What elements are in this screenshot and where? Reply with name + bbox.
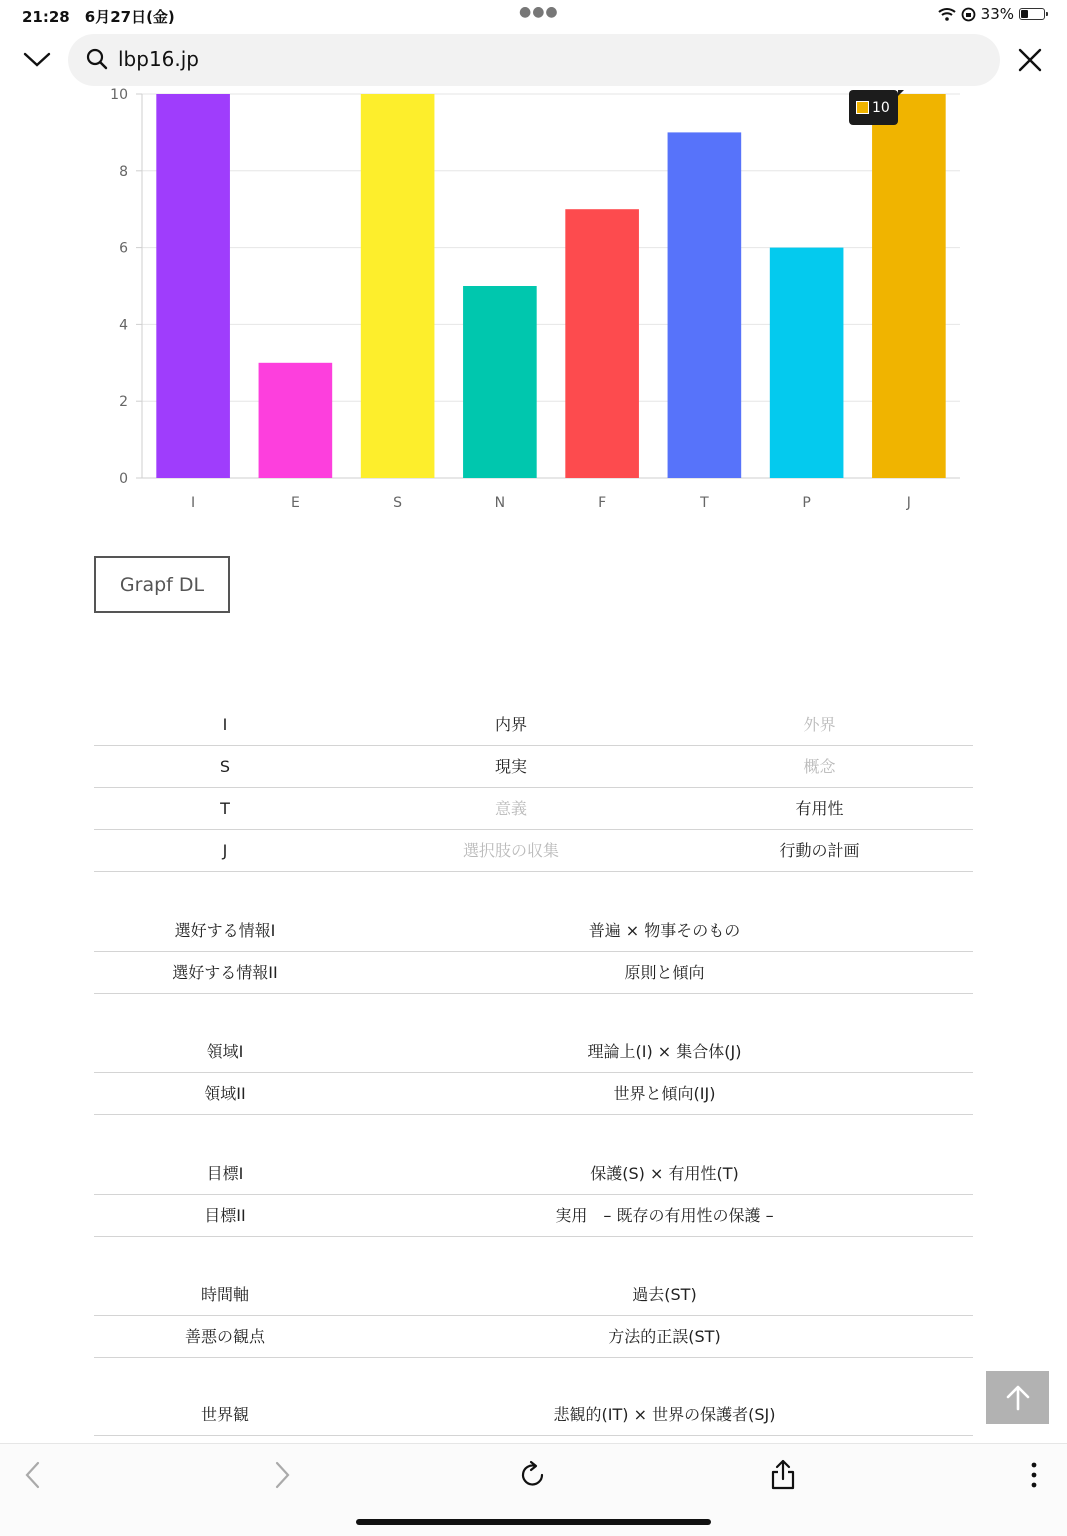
back-icon	[23, 1460, 43, 1490]
axis-right: 行動の計画	[779, 841, 860, 860]
bar-S	[361, 94, 435, 478]
forward-icon	[272, 1460, 292, 1490]
bar-F	[565, 209, 639, 478]
x-tick-label: T	[700, 495, 709, 511]
axis-letter: I	[222, 715, 228, 734]
reload-icon	[518, 1460, 548, 1490]
table-row	[94, 1394, 973, 1436]
more-button[interactable]	[1017, 1458, 1051, 1492]
table-row	[94, 1274, 973, 1316]
info-table	[94, 910, 973, 994]
x-tick-label: J	[906, 495, 911, 511]
row-label: 領域II	[204, 1084, 246, 1103]
status-bar	[0, 0, 1067, 32]
bar-E	[259, 363, 333, 478]
row-label: 世界観	[200, 1405, 249, 1424]
time-table	[94, 1274, 973, 1358]
bar-N	[463, 286, 537, 478]
axis-right: 有用性	[795, 799, 844, 818]
x-tick-label: N	[494, 495, 506, 511]
row-label: 善悪の観点	[184, 1327, 265, 1346]
bar-chart	[0, 86, 1067, 526]
status-right	[938, 5, 1045, 23]
row-value: 過去(ST)	[632, 1285, 697, 1304]
multitasking-dots-icon[interactable]: ●●●	[519, 4, 559, 20]
battery-percent: 33%	[980, 5, 1014, 23]
y-tick-label: 0	[119, 471, 128, 487]
bar-P	[770, 248, 844, 478]
table-row	[94, 704, 973, 746]
axis-left: 内界	[494, 715, 527, 734]
tooltip-swatch	[856, 101, 869, 114]
axis-letter: S	[219, 757, 231, 776]
y-tick-label: 10	[110, 87, 128, 103]
table-row	[94, 1031, 973, 1073]
row-value: 原則と傾向	[624, 963, 705, 982]
goal-table	[94, 1153, 973, 1237]
axis-letter: T	[220, 799, 230, 818]
orientation-lock-icon	[961, 7, 976, 22]
row-label: 選好する情報II	[172, 963, 278, 982]
table-row	[94, 830, 973, 872]
table-row	[94, 1316, 973, 1358]
wifi-icon	[938, 7, 956, 21]
table-row	[94, 910, 973, 952]
table-row	[94, 1195, 973, 1237]
y-tick-label: 4	[119, 317, 128, 334]
more-icon	[1030, 1460, 1038, 1490]
table-row	[94, 1153, 973, 1195]
x-tick-label: S	[393, 495, 403, 511]
row-value: 保護(S) × 有用性(T)	[590, 1164, 739, 1183]
close-icon[interactable]	[1017, 47, 1043, 73]
row-value: 実用 – 既存の有用性の保護 –	[555, 1206, 774, 1225]
worldview-table	[94, 1394, 973, 1436]
row-label: 目標II	[204, 1206, 246, 1225]
forward-button[interactable]	[265, 1458, 299, 1492]
search-icon	[86, 48, 108, 70]
bar-J	[872, 94, 946, 478]
x-tick-label: F	[598, 495, 607, 511]
graph-download-button[interactable]: Grapf DL	[94, 556, 230, 613]
share-button[interactable]	[766, 1458, 800, 1492]
row-value: 理論上(I) × 集合体(J)	[587, 1042, 742, 1061]
axis-right: 外界	[803, 715, 836, 734]
row-value: 方法的正誤(ST)	[608, 1327, 721, 1346]
axis-letter: J	[222, 841, 228, 860]
table-row	[94, 788, 973, 830]
x-tick-label: P	[802, 495, 811, 511]
x-tick-label: I	[191, 495, 196, 511]
x-tick-label: E	[290, 495, 300, 511]
reload-button[interactable]	[516, 1458, 550, 1492]
axis-left: 意義	[494, 799, 527, 818]
share-icon	[768, 1459, 798, 1491]
row-value: 普遍 × 物事そのもの	[588, 921, 741, 940]
tooltip-value: 10	[872, 99, 890, 116]
battery-icon	[1019, 8, 1045, 20]
scroll-to-top-button[interactable]	[986, 1371, 1049, 1424]
table-row	[94, 746, 973, 788]
bar-T	[668, 132, 742, 478]
chevron-down-icon[interactable]	[22, 44, 52, 74]
bar-I	[156, 94, 230, 478]
y-tick-label: 2	[119, 394, 128, 411]
url-text: lbp16.jp	[118, 47, 200, 71]
back-button[interactable]	[16, 1458, 50, 1492]
row-label: 時間軸	[200, 1285, 249, 1304]
battery-fill	[1021, 10, 1028, 18]
axis-table	[94, 704, 973, 872]
domain-table	[94, 1031, 973, 1115]
y-tick-label: 6	[119, 240, 128, 257]
row-label: 選好する情報I	[174, 921, 276, 940]
table-row	[94, 952, 973, 994]
home-indicator	[356, 1519, 711, 1525]
y-tick-label: 8	[119, 163, 128, 180]
axis-left: 現実	[494, 757, 527, 776]
chart-tooltip	[849, 90, 898, 125]
row-label: 領域I	[206, 1042, 244, 1061]
browser-address-row	[0, 34, 1067, 86]
axis-left: 選択肢の収集	[462, 841, 559, 860]
row-value: 世界と傾向(IJ)	[613, 1084, 716, 1103]
row-value: 悲観的(IT) × 世界の保護者(SJ)	[553, 1405, 776, 1424]
table-row	[94, 1073, 973, 1115]
row-label: 目標I	[206, 1164, 244, 1183]
status-time: 21:28 6月27日(金)	[22, 8, 175, 26]
address-bar[interactable]	[68, 34, 1000, 86]
arrow-up-icon	[1004, 1384, 1032, 1412]
axis-right: 概念	[803, 757, 836, 776]
